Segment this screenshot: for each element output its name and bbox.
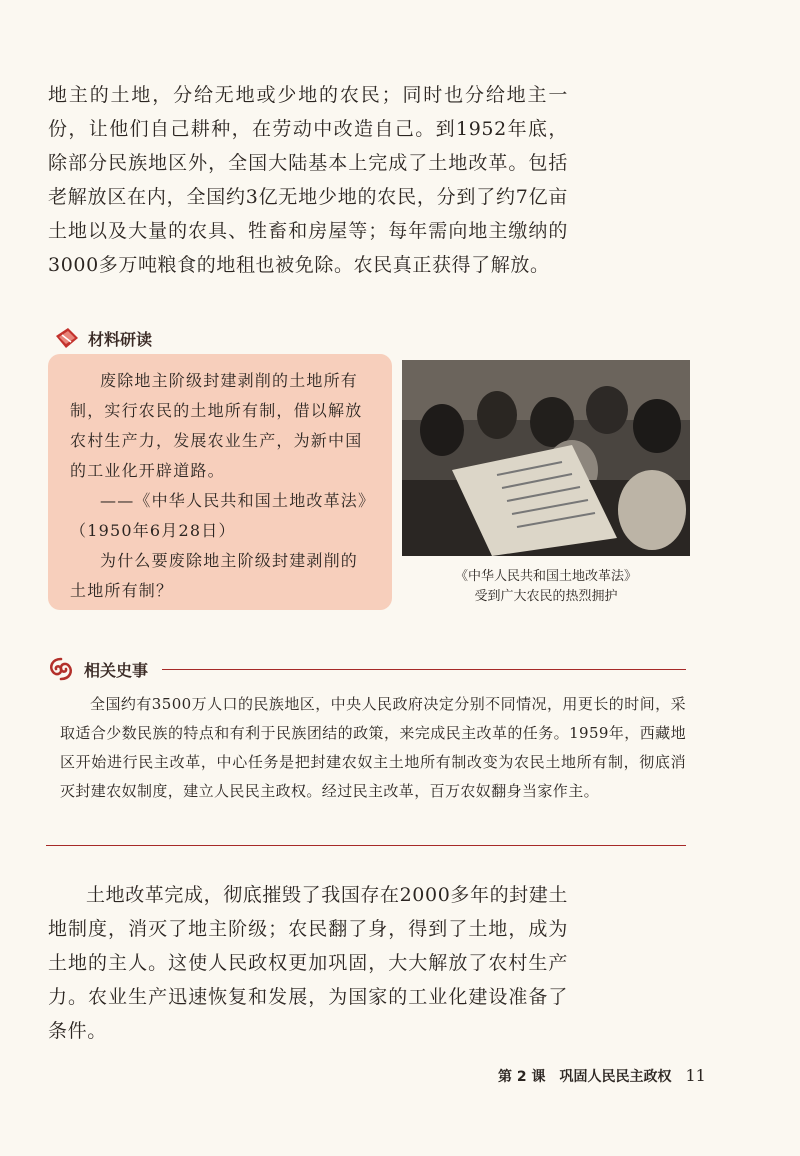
book-icon [54,326,80,350]
caption-line-1: 《中华人民共和国土地改革法》 [454,569,637,584]
material-date: （1950年6月28日） [70,521,236,540]
body-paragraph-bottom: 土地改革完成，彻底摧毁了我国存在2000多年的封建土地制度，消灭了地主阶级；农民翻了身，得到了土地，成为土地的主人。这使人民政权更加巩固，大大解放了农村生产力。农业生产迅速恢复和发展，为国家的工业化建设准备了条件。 [48,884,568,1042]
material-question: 为什么要废除地主阶级封建剥削的土地所有制？ [70,551,359,600]
material-source: ——《中华人民共和国土地改革法》 [100,491,376,510]
material-reading-heading [54,326,152,350]
related-history-text: 全国约有3500万人口的民族地区，中央人民政府决定分别不同情况，用更长的时间，采取适合少数民族的特点和有利于民族团结的政策，来完成民主改革的任务。1959年，西藏地区开始进行民主改革，中心任务是把封建农奴主土地所有制改变为农民土地所有制，彻底消灭封建农奴制度，建立人民民主政权。经过民主改革，百万农奴翻身当家作主。 [60,695,686,800]
material-heading-text: 材料研读 [88,329,153,349]
historical-photo [402,360,690,556]
history-heading-text: 相关史事 [84,660,149,680]
photo-caption [402,567,690,607]
heading-divider [162,669,686,670]
section-divider [46,845,686,846]
lesson-number: 第 2 课 [498,1069,546,1085]
lesson-title: 巩固人民民主政权 [559,1069,672,1085]
caption-line-2: 受到广大农民的热烈拥护 [474,589,618,604]
body-paragraph-top: 地主的土地，分给无地或少地的农民；同时也分给地主一份，让他们自己耕种，在劳动中改造自己。到1952年底，除部分民族地区外，全国大陆基本上完成了土地改革。包括老解放区在内，全国约3亿无地少地的农民，分到了约7亿亩土地以及大量的农具、牲畜和房屋等；每年需向地主缴纳的3000多万吨粮食的地租也被免除。农民真正获得了解放。 [48,84,568,276]
related-history-heading [46,655,686,683]
material-reading-box [48,354,392,610]
swirl-icon [46,655,76,683]
page-footer [498,1066,706,1086]
material-quote: 废除地主阶级封建剥削的土地所有制，实行农民的土地所有制，借以解放农村生产力，发展农业生产，为新中国的工业化开辟道路。 [70,371,363,480]
page-number: 11 [685,1066,706,1085]
photo-illustration [402,360,690,556]
